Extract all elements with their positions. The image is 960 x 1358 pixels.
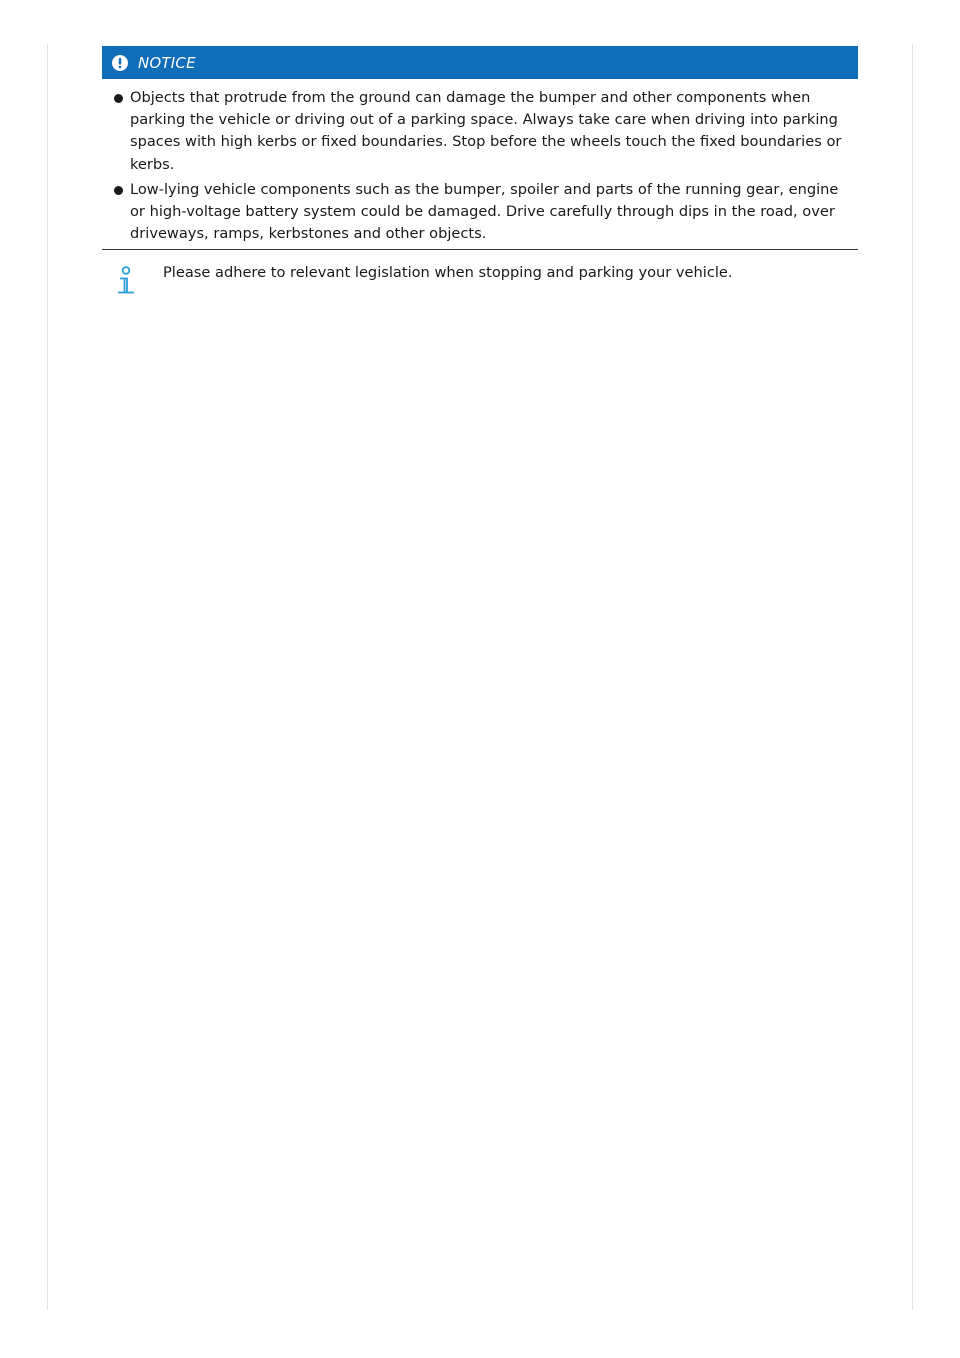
notice-block [102,46,858,250]
notice-title: NOTICE [138,53,196,72]
notice-list [102,79,858,245]
right-margin-line [912,44,913,1310]
notice-item [102,179,858,246]
info-icon [115,266,137,296]
bullet-icon [114,186,123,195]
notice-divider [102,249,858,250]
notice-item-text: Low-lying vehicle components such as the bumper, spoiler and parts of the running gear, engine or high-voltage battery system could be damaged. Drive carefully through dips in the road, over driveways, ramps, kerbstones and other objects. [130,180,839,243]
notice-header [102,46,858,79]
info-block [102,262,858,284]
left-margin-line [47,44,48,1310]
notice-item-text: Objects that protrude from the ground can damage the bumper and other components when parking the vehicle or driving out of a parking space. Always take care when driving into parking spaces with high kerbs or fixed boundaries. Stop before the wheels touch the fixed boundaries or kerbs. [130,89,842,173]
bullet-icon [114,94,123,103]
notice-item [102,87,858,176]
exclamation-icon [112,55,128,71]
info-text: Please adhere to relevant legislation when stopping and parking your vehicle. [163,264,733,281]
